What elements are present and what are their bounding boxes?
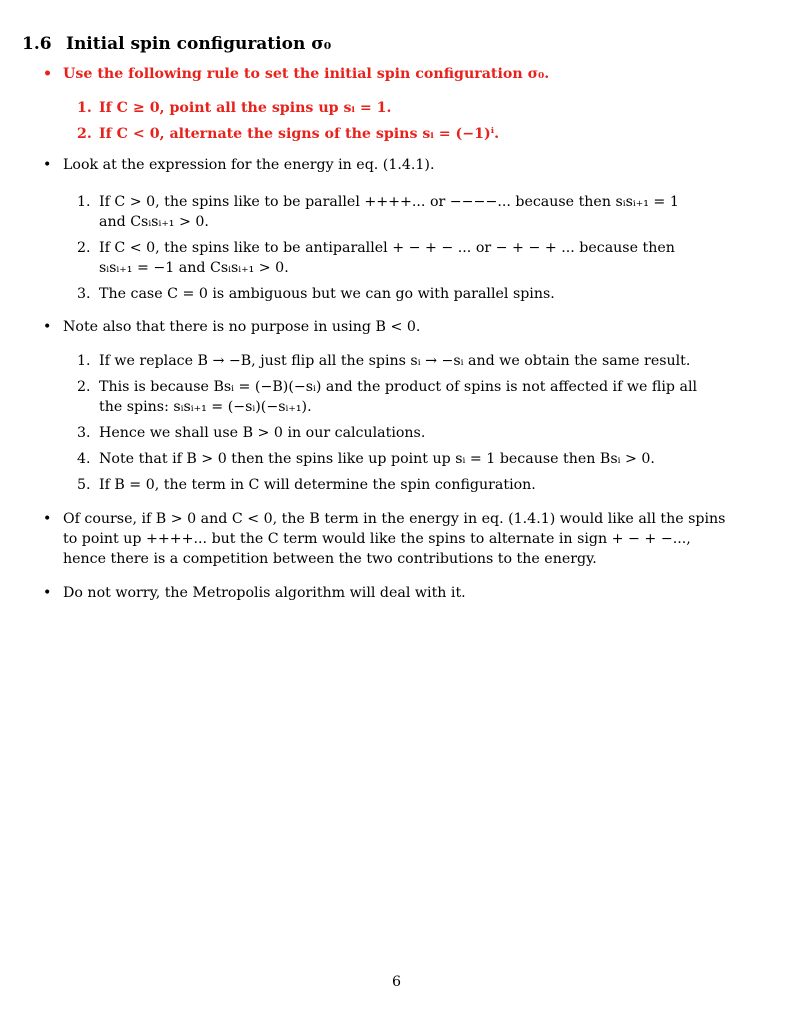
bullet-dot: • — [43, 319, 52, 335]
list-item — [77, 124, 737, 144]
item-text: If we replace B → −B, just flip all the spins sᵢ → −sᵢ and we obtain the same result. — [99, 353, 691, 369]
bullet-rule — [43, 64, 733, 84]
bullet-text-line1: Of course, if B > 0 and C < 0, the B term in the energy in eq. (1.4.1) would like all the spins — [63, 511, 726, 527]
bullet-dot: • — [43, 585, 52, 601]
item-text: If B = 0, the term in C will determine the spin configuration. — [99, 477, 536, 493]
bullet-text: Do not worry, the Metropolis algorithm will deal with it. — [63, 585, 466, 601]
item-number: 1. — [77, 194, 91, 210]
item-text: If C ≥ 0, point all the spins up sᵢ = 1. — [99, 100, 392, 116]
bullet-energy — [43, 155, 733, 175]
list-item — [77, 238, 737, 278]
bullet-dot: • — [43, 511, 52, 527]
item-text: Hence we shall use B > 0 in our calculations. — [99, 425, 426, 441]
item-number: 4. — [77, 451, 91, 467]
list-item — [77, 284, 737, 304]
list-item — [77, 449, 737, 469]
item-number: 2. — [77, 379, 91, 395]
section-number: 1.6 — [22, 34, 52, 54]
list-item — [77, 423, 737, 443]
list-item — [77, 98, 737, 118]
item-text-line1: This is because Bsᵢ = (−B)(−sᵢ) and the product of spins is not affected if we flip all — [99, 379, 698, 395]
bullet-dot: • — [43, 157, 52, 173]
bullet-text: Use the following rule to set the initial spin configuration σ₀. — [63, 66, 550, 82]
bullet-text-line2: to point up ++++... but the C term would like the spins to alternate in sign + − + −..., — [63, 531, 691, 547]
item-text: The case C = 0 is ambiguous but we can go with parallel spins. — [99, 286, 555, 302]
list-item — [77, 192, 737, 232]
bullet-b-negative — [43, 317, 733, 337]
bullet-text-line3: hence there is a competition between the two contributions to the energy. — [63, 551, 597, 567]
page-number: 6 — [391, 974, 402, 990]
list-item — [77, 351, 737, 371]
item-number: 2. — [77, 126, 92, 142]
item-number: 1. — [77, 100, 92, 116]
item-text-line2: and Csᵢsᵢ₊₁ > 0. — [99, 214, 209, 230]
item-text-line2: the spins: sᵢsᵢ₊₁ = (−sᵢ)(−sᵢ₊₁). — [99, 399, 312, 415]
bullet-dot: • — [43, 66, 53, 82]
item-number: 3. — [77, 425, 91, 441]
bullet-text: Look at the expression for the energy in eq. (1.4.1). — [63, 157, 435, 173]
item-text: If C < 0, alternate the signs of the spins sᵢ = (−1)ⁱ. — [99, 126, 500, 142]
bullet-competition — [43, 509, 733, 569]
item-text-line1: If C > 0, the spins like to be parallel ++++... or −−−−... because then sᵢsᵢ₊₁ = 1 — [99, 194, 679, 210]
bullet-metropolis — [43, 583, 733, 603]
item-text-line1: If C < 0, the spins like to be antiparallel + − + − ... or − + − + ... because then — [99, 240, 675, 256]
item-number: 3. — [77, 286, 91, 302]
list-item — [77, 475, 737, 495]
item-number: 1. — [77, 353, 91, 369]
item-text-line2: sᵢsᵢ₊₁ = −1 and Csᵢsᵢ₊₁ > 0. — [99, 260, 289, 276]
item-text: Note that if B > 0 then the spins like up point up sᵢ = 1 because then Bsᵢ > 0. — [99, 451, 655, 467]
item-number: 5. — [77, 477, 91, 493]
bullet-text: Note also that there is no purpose in using B < 0. — [63, 319, 421, 335]
item-number: 2. — [77, 240, 91, 256]
section-title: Initial spin configuration σ₀ — [66, 34, 332, 54]
section-heading — [22, 31, 331, 57]
list-item — [77, 377, 737, 417]
